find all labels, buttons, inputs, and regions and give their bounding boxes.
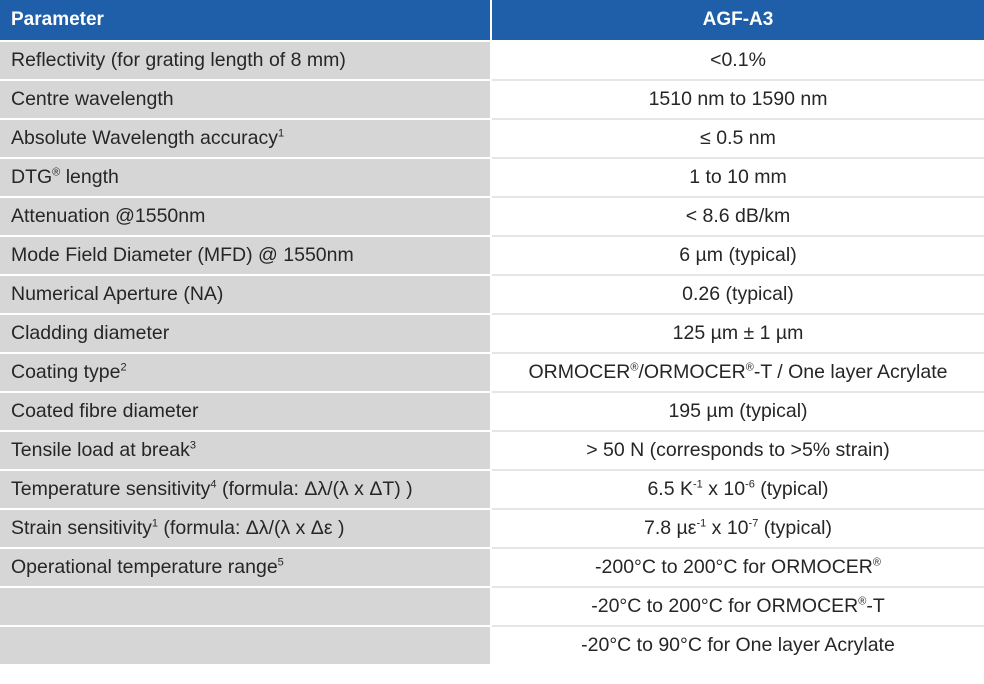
table-row-strain-sensitivity	[0, 509, 984, 548]
value-cell: ≤ 0.5 nm	[491, 119, 984, 158]
param-cell: Attenuation @1550nm	[0, 197, 491, 236]
table-row-temperature-sensitivity	[0, 470, 984, 509]
param-text: Strain sensitivity	[11, 517, 152, 539]
param-cell	[0, 548, 491, 587]
value-cell: 195 µm (typical)	[491, 392, 984, 431]
value-cell: > 50 N (corresponds to >5% strain)	[491, 431, 984, 470]
footnote-marker: 4	[210, 478, 217, 491]
registered-mark: ®	[52, 166, 61, 179]
table-row-mfd	[0, 236, 984, 275]
param-cell	[0, 470, 491, 509]
header-parameter: Parameter	[0, 0, 491, 41]
value-cell: < 8.6 dB/km	[491, 197, 984, 236]
value-text: (typical)	[758, 517, 832, 539]
param-cell: Mode Field Diameter (MFD) @ 1550nm	[0, 236, 491, 275]
param-cell	[0, 119, 491, 158]
value-cell: 1510 nm to 1590 nm	[491, 80, 984, 119]
value-text: (typical)	[754, 478, 829, 500]
table-row-reflectivity	[0, 41, 984, 80]
registered-mark: ®	[630, 361, 639, 374]
footnote-marker: 1	[151, 517, 159, 530]
exponent: -6	[745, 478, 755, 491]
footnote-marker: 3	[189, 439, 196, 452]
table-row-coating-type	[0, 353, 984, 392]
param-cell: Numerical Aperture (NA)	[0, 275, 491, 314]
value-cell	[491, 587, 984, 626]
value-cell: 0.26 (typical)	[491, 275, 984, 314]
param-cell	[0, 509, 491, 548]
footnote-marker: 1	[278, 127, 285, 140]
footnote-marker: 2	[120, 361, 127, 374]
value-cell	[491, 548, 984, 587]
registered-mark: ®	[872, 556, 881, 569]
table-row-dtg-length	[0, 158, 984, 197]
value-cell	[491, 470, 984, 509]
param-text: Temperature sensitivity	[11, 478, 211, 500]
value-cell	[491, 509, 984, 548]
exponent: -7	[748, 517, 759, 530]
param-tail: (formula: Δλ/(λ x ΔT) )	[216, 478, 413, 500]
param-text: DTG	[11, 166, 53, 188]
registered-mark: ®	[858, 595, 867, 608]
param-cell	[0, 587, 491, 626]
value-cell: 1 to 10 mm	[491, 158, 984, 197]
value-cell: <0.1%	[491, 41, 984, 80]
value-text: -T	[866, 595, 885, 617]
value-text: /ORMOCER	[638, 361, 746, 383]
value-text: -20°C to 200°C for ORMOCER	[591, 595, 859, 617]
param-tail: length	[60, 166, 119, 188]
param-text: Tensile load at break	[11, 439, 190, 461]
param-cell: Coated fibre diameter	[0, 392, 491, 431]
exponent: -1	[696, 517, 707, 530]
table-row-cladding-diameter	[0, 314, 984, 353]
value-cell	[491, 353, 984, 392]
value-text: -200°C to 200°C for ORMOCER	[595, 556, 873, 578]
value-text: ORMOCER	[528, 361, 631, 383]
param-cell: Reflectivity (for grating length of 8 mm)	[0, 41, 491, 80]
param-cell	[0, 158, 491, 197]
param-tail: (formula: Δλ/(λ x Δε )	[158, 517, 345, 539]
registered-mark: ®	[745, 361, 754, 374]
param-text: Operational temperature range	[11, 556, 278, 578]
table-row-tensile-load	[0, 431, 984, 470]
param-cell: Cladding diameter	[0, 314, 491, 353]
value-text: x 10	[702, 478, 746, 500]
table-row-attenuation	[0, 197, 984, 236]
param-cell: Centre wavelength	[0, 80, 491, 119]
value-text: 7.8 µε	[644, 517, 697, 539]
table-row-numerical-aperture	[0, 275, 984, 314]
footnote-marker: 5	[277, 556, 284, 569]
param-text: Coating type	[11, 361, 121, 383]
value-text: x 10	[706, 517, 749, 539]
value-text: -T / One layer Acrylate	[753, 361, 948, 383]
exponent: -1	[693, 478, 703, 491]
table-row-coated-fibre-diameter	[0, 392, 984, 431]
table-header-row	[0, 0, 984, 41]
table-row-wavelength-accuracy	[0, 119, 984, 158]
value-cell: 125 µm ± 1 µm	[491, 314, 984, 353]
param-text: Absolute Wavelength accuracy	[11, 127, 279, 149]
table-row-operational-temperature-3	[0, 626, 984, 664]
param-cell	[0, 626, 491, 664]
param-cell	[0, 431, 491, 470]
value-cell: 6 µm (typical)	[491, 236, 984, 275]
table-row-operational-temperature	[0, 548, 984, 587]
header-product: AGF-A3	[491, 0, 984, 41]
value-cell: -20°C to 90°C for One layer Acrylate	[491, 626, 984, 664]
param-cell	[0, 353, 491, 392]
value-text: 6.5 K	[647, 478, 693, 500]
table-row-operational-temperature-2	[0, 587, 984, 626]
table-row-centre-wavelength	[0, 80, 984, 119]
